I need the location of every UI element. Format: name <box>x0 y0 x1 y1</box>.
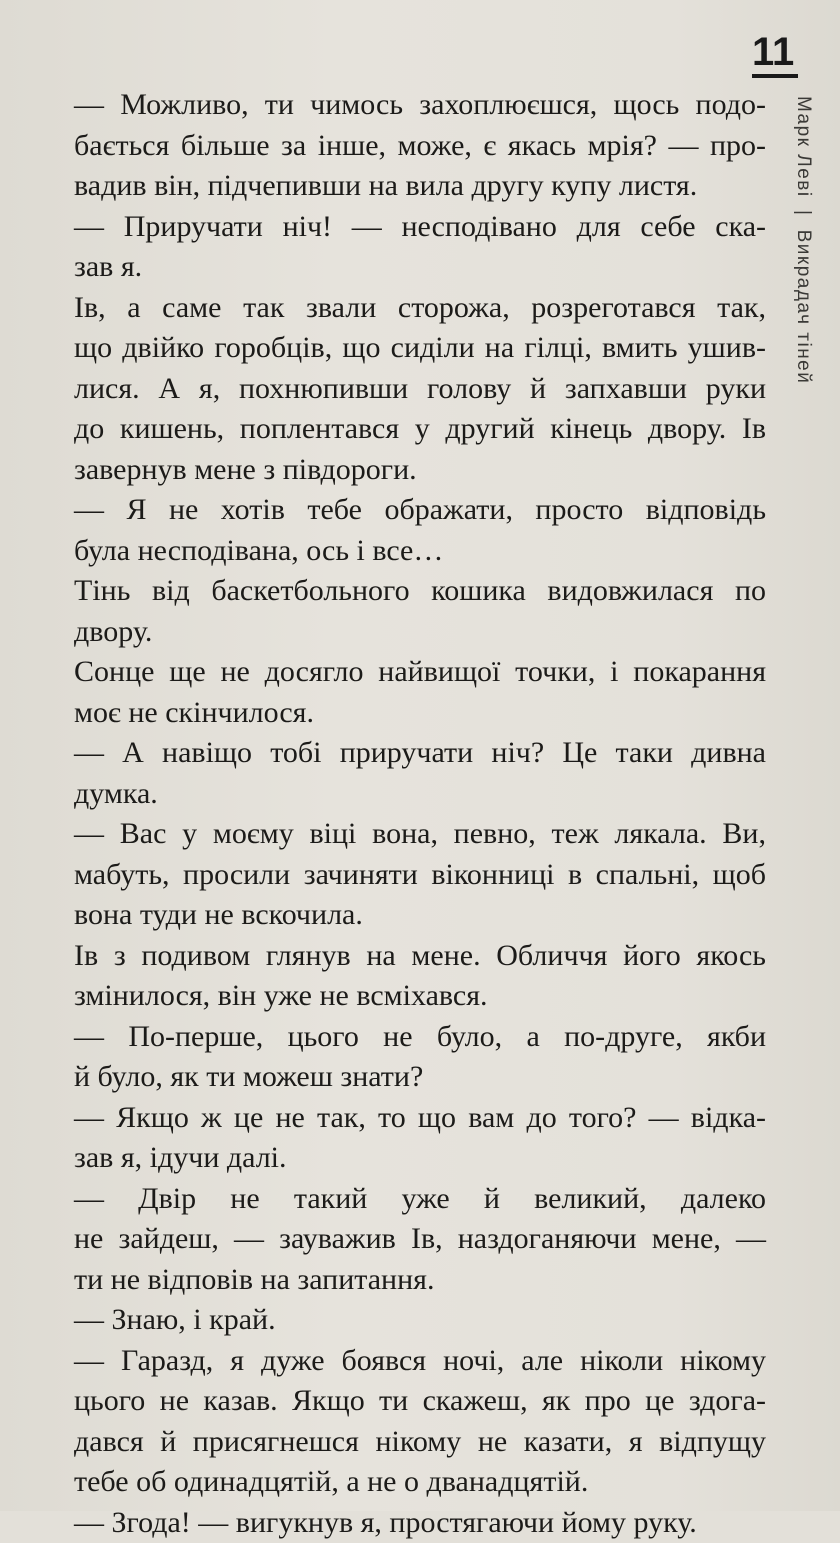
text-line: Ів, а саме так звали сторожа, розреготався так, <box>74 288 766 329</box>
text-line: тебе об одинадцятій, а не о дванадцятій. <box>74 1462 766 1503</box>
text-line: — Згода! — вигукнув я, простягаючи йому руку. <box>74 1503 766 1543</box>
text-line: — Двір не такий уже й великий, далеко <box>74 1179 766 1220</box>
running-head-title: Викрадач тіней <box>793 230 814 385</box>
text-line: до кишень, поплентався у другий кінець двору. Ів <box>74 409 766 450</box>
text-line: — Вас у моєму віці вона, певно, теж лякала. Ви, <box>74 814 766 855</box>
text-line: Тінь від баскетбольного кошика видовжилася по <box>74 571 766 612</box>
text-line: змінилося, він уже не всміхався. <box>74 976 766 1017</box>
text-line: двору. <box>74 612 766 653</box>
text-line: — Гаразд, я дуже боявся ночі, але ніколи нікому <box>74 1341 766 1382</box>
text-line: Сонце ще не досягло найвищої точки, і покарання <box>74 652 766 693</box>
text-line: бається більше за інше, може, є якась мрія? — про- <box>74 126 766 167</box>
page-number: 11 <box>752 30 794 74</box>
running-head-separator: | <box>792 210 814 216</box>
text-line: — По-перше, цього не було, а по-друге, якби <box>74 1017 766 1058</box>
text-line: вона туди не вскочила. <box>74 895 766 936</box>
text-line: мабуть, просили зачиняти віконниці в спальні, щоб <box>74 855 766 896</box>
text-line: — Якщо ж це не так, то що вам до того? — відка- <box>74 1098 766 1139</box>
text-line: завернув мене з півдороги. <box>74 450 766 491</box>
text-line: ти не відповів на запитання. <box>74 1260 766 1301</box>
text-line: — Можливо, ти чимось захоплюєшся, щось подо- <box>74 85 766 126</box>
text-line: вадив він, підчепивши на вила другу купу листя. <box>74 166 766 207</box>
running-head-author: Марк Леві <box>793 96 814 198</box>
text-line: Ів з подивом глянув на мене. Обличчя його якось <box>74 936 766 977</box>
text-line: — Знаю, і край. <box>74 1300 766 1341</box>
running-head <box>792 96 814 384</box>
text-line: — А навіщо тобі приручати ніч? Це таки дивна <box>74 733 766 774</box>
text-line: була несподівана, ось і все… <box>74 531 766 572</box>
text-line: що двійко горобців, що сиділи на гілці, вмить ушив- <box>74 328 766 369</box>
text-line: не зайдеш, — зауважив Ів, наздоганяючи мене, — <box>74 1219 766 1260</box>
text-line: — Я не хотів тебе ображати, просто відповідь <box>74 490 766 531</box>
page-number-rule <box>752 74 798 78</box>
text-line: зав я, ідучи далі. <box>74 1138 766 1179</box>
text-line: зав я. <box>74 247 766 288</box>
body-text <box>74 85 766 1543</box>
text-line: лися. А я, похнюпивши голову й запхавши руки <box>74 369 766 410</box>
text-line: цього не казав. Якщо ти скажеш, як про це здога- <box>74 1381 766 1422</box>
text-line: дався й присягнешся нікому не казати, я відпущу <box>74 1422 766 1463</box>
text-line: моє не скінчилося. <box>74 693 766 734</box>
text-line: думка. <box>74 774 766 815</box>
text-line: — Приручати ніч! — несподівано для себе ска- <box>74 207 766 248</box>
text-line: й було, як ти можеш знати? <box>74 1057 766 1098</box>
